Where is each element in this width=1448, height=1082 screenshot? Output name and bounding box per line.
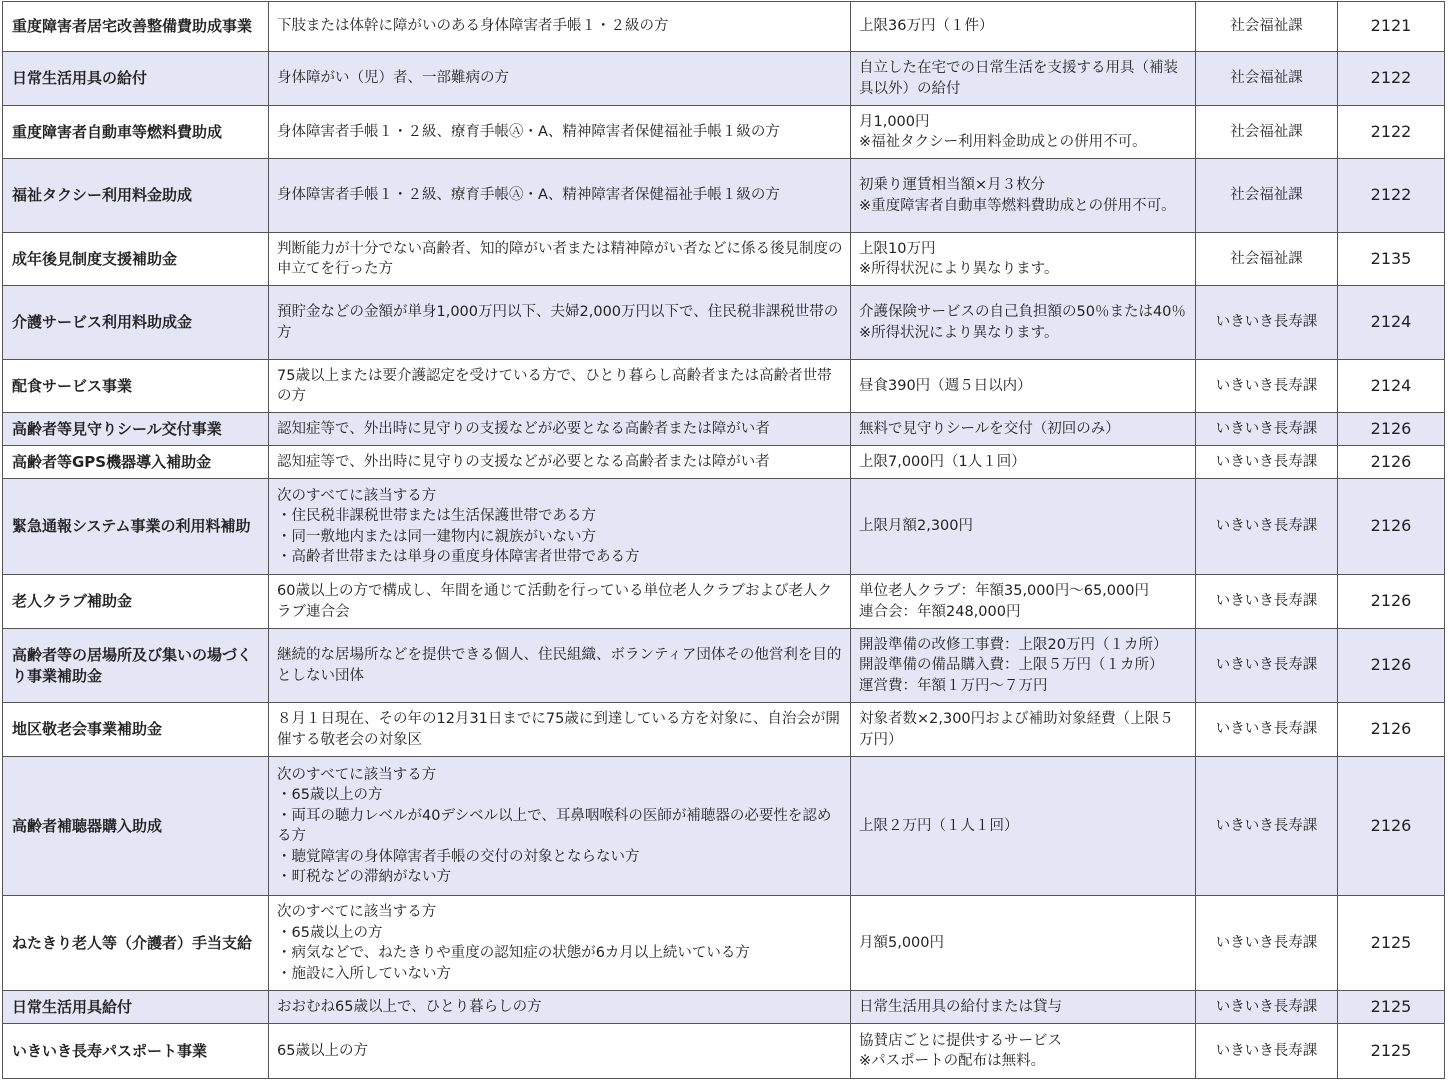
target-line: ・施設に入所していない方 xyxy=(277,965,451,982)
service-name: 重度障害者自動車等燃料費助成 xyxy=(3,106,269,159)
content-line: ※所得状況により異なります。 xyxy=(859,324,1059,341)
content-cell xyxy=(851,896,1196,991)
extension-number: 2125 xyxy=(1338,991,1445,1024)
target-line: ・住民税非課税世帯または生活保護世帯である方 xyxy=(277,508,596,524)
content-cell xyxy=(851,703,1196,757)
department-cell: いきいき長寿課 xyxy=(1196,575,1338,629)
service-name: 高齢者等見守りシール交付事業 xyxy=(3,413,269,446)
service-name: 介護サービス利用料助成金 xyxy=(3,286,269,360)
content-cell xyxy=(851,106,1196,159)
table-row xyxy=(3,233,1445,286)
table-row xyxy=(3,703,1445,757)
target-line: ・65歳以上の方 xyxy=(277,787,383,803)
content-line: 連合会：年額248,000円 xyxy=(859,603,1021,620)
department-cell: いきいき長寿課 xyxy=(1196,1024,1338,1079)
target-cell xyxy=(269,52,851,106)
target-line: 認知症等で、外出時に見守りの支援などが必要となる高齢者または障がい者 xyxy=(277,420,770,437)
extension-number: 2135 xyxy=(1338,233,1445,286)
department-cell: 社会福祉課 xyxy=(1196,159,1338,233)
content-line: 上限10万円 xyxy=(859,240,936,257)
content-line: 昼食390円（週５日以内） xyxy=(859,377,1032,394)
service-name: 老人クラブ補助金 xyxy=(3,575,269,629)
table-row xyxy=(3,629,1445,703)
content-line: 月1,000円 xyxy=(859,113,930,130)
table-row xyxy=(3,159,1445,233)
target-cell xyxy=(269,575,851,629)
extension-number: 2122 xyxy=(1338,52,1445,106)
service-name: 日常生活用具の給付 xyxy=(3,52,269,106)
content-line: ※福祉タクシー利用料金助成との併用不可。 xyxy=(859,134,1147,150)
service-name: いきいき長寿パスポート事業 xyxy=(3,1024,269,1079)
target-cell xyxy=(269,106,851,159)
target-line: 75歳以上または要介護認定を受けている方で、ひとり暮らし高齢者または高齢者世帯の方 xyxy=(277,367,832,404)
target-cell xyxy=(269,479,851,575)
service-name: ねたきり老人等（介護者）手当支給 xyxy=(3,896,269,991)
department-cell: いきいき長寿課 xyxy=(1196,446,1338,479)
service-name: 高齢者補聴器購入助成 xyxy=(3,757,269,896)
target-cell xyxy=(269,629,851,703)
target-line: ・65歳以上の方 xyxy=(277,924,383,941)
content-line: 運営費：年額１万円～７万円 xyxy=(859,677,1048,694)
content-line: 対象者数×2,300円および補助対象経費（上限５万円） xyxy=(859,711,1174,748)
service-name: 福祉タクシー利用料金助成 xyxy=(3,159,269,233)
content-cell xyxy=(851,52,1196,106)
table-row xyxy=(3,446,1445,479)
table-body xyxy=(3,2,1445,1079)
welfare-services-table xyxy=(2,1,1445,1079)
content-line: 上限２万円（１人１回） xyxy=(859,817,1019,834)
department-cell: 社会福祉課 xyxy=(1196,2,1338,52)
content-line: 上限月額2,300円 xyxy=(859,518,974,535)
table-row xyxy=(3,896,1445,991)
content-line: 上限36万円（１件） xyxy=(859,18,994,35)
target-cell xyxy=(269,896,851,991)
department-cell: いきいき長寿課 xyxy=(1196,703,1338,757)
content-line: ※所得状況により異なります。 xyxy=(859,261,1059,277)
target-cell xyxy=(269,1024,851,1079)
target-cell xyxy=(269,286,851,360)
service-name: 日常生活用具給付 xyxy=(3,991,269,1024)
target-line: 次のすべてに該当する方 xyxy=(277,766,437,783)
table-row xyxy=(3,2,1445,52)
content-cell xyxy=(851,233,1196,286)
department-cell: いきいき長寿課 xyxy=(1196,896,1338,991)
service-name: 成年後見制度支援補助金 xyxy=(3,233,269,286)
service-name: 高齢者等の居場所及び集いの場づくり事業補助金 xyxy=(3,629,269,703)
table-row xyxy=(3,106,1445,159)
content-cell xyxy=(851,2,1196,52)
target-line: ・病気などで、ねたきりや重度の認知症の状態が6カ月以上続いている方 xyxy=(277,945,750,961)
target-line: 下肢または体幹に障がいのある身体障害者手帳１・２級の方 xyxy=(277,18,669,35)
target-line: おおむね65歳以上で、ひとり暮らしの方 xyxy=(277,998,542,1015)
content-line: 初乗り運賃相当額×月３枚分 xyxy=(859,177,1046,193)
target-line: ・同一敷地内または同一建物内に親族がいない方 xyxy=(277,528,596,545)
extension-number: 2126 xyxy=(1338,629,1445,703)
content-cell xyxy=(851,413,1196,446)
target-line: 65歳以上の方 xyxy=(277,1042,368,1059)
department-cell: いきいき長寿課 xyxy=(1196,991,1338,1024)
content-line: 開設準備の備品購入費：上限５万円（１カ所） xyxy=(859,657,1164,674)
extension-number: 2126 xyxy=(1338,479,1445,575)
content-cell xyxy=(851,286,1196,360)
service-name: 重度障害者居宅改善整備費助成事業 xyxy=(3,2,269,52)
table-row xyxy=(3,286,1445,360)
target-line: ・両耳の聴力レベルが40デシベル以上で、耳鼻咽喉科の医師が補聴器の必要性を認める方 xyxy=(277,807,832,844)
content-cell xyxy=(851,575,1196,629)
table-row xyxy=(3,479,1445,575)
service-name: 地区敬老会事業補助金 xyxy=(3,703,269,757)
target-line: ８月１日現在、その年の12月31日までに75歳に到達している方を対象に、自治会が開催する敬老会の対象区 xyxy=(277,711,840,748)
department-cell: いきいき長寿課 xyxy=(1196,286,1338,360)
extension-number: 2126 xyxy=(1338,703,1445,757)
table-row xyxy=(3,575,1445,629)
extension-number: 2124 xyxy=(1338,286,1445,360)
target-cell xyxy=(269,413,851,446)
target-line: ・聴覚障害の身体障害者手帳の交付の対象とならない方 xyxy=(277,848,640,865)
target-line: 次のすべてに該当する方 xyxy=(277,904,437,920)
content-line: 介護保険サービスの自己負担額の50％または40％ xyxy=(859,304,1186,320)
extension-number: 2126 xyxy=(1338,757,1445,896)
department-cell: 社会福祉課 xyxy=(1196,233,1338,286)
target-line: 判断能力が十分でない高齢者、知的障がい者または精神障がい者などに係る後見制度の申立てを行った方 xyxy=(277,240,843,277)
content-cell xyxy=(851,479,1196,575)
department-cell: いきいき長寿課 xyxy=(1196,757,1338,896)
target-cell xyxy=(269,991,851,1024)
content-line: 単位老人クラブ：年額35,000円～65,000円 xyxy=(859,583,1149,599)
extension-number: 2122 xyxy=(1338,159,1445,233)
table-row xyxy=(3,757,1445,896)
content-cell xyxy=(851,446,1196,479)
content-line: ※重度障害者自動車等燃料費助成との併用不可。 xyxy=(859,197,1176,214)
target-line: 身体障害者手帳１・２級、療育手帳Ⓐ・A、精神障害者保健福祉手帳１級の方 xyxy=(277,187,780,204)
target-cell xyxy=(269,757,851,896)
target-line: 預貯金などの金額が単身1,000万円以下、夫婦2,000万円以下で、住民税非課税世帯の方 xyxy=(277,304,839,341)
content-cell xyxy=(851,1024,1196,1079)
department-cell: いきいき長寿課 xyxy=(1196,479,1338,575)
extension-number: 2124 xyxy=(1338,360,1445,413)
content-line: 自立した在宅での日常生活を支援する用具（補装具以外）の給付 xyxy=(859,60,1178,97)
content-line: 協賛店ごとに提供するサービス xyxy=(859,1032,1062,1049)
table-row xyxy=(3,413,1445,446)
department-cell: いきいき長寿課 xyxy=(1196,629,1338,703)
content-cell xyxy=(851,991,1196,1024)
table-row xyxy=(3,1024,1445,1079)
table-row xyxy=(3,52,1445,106)
target-line: 60歳以上の方で構成し、年間を通じて活動を行っている単位老人クラブおよび老人クラブ連合会 xyxy=(277,583,832,620)
service-name: 配食サービス事業 xyxy=(3,360,269,413)
content-cell xyxy=(851,159,1196,233)
target-line: 身体障害者手帳１・２級、療育手帳Ⓐ・A、精神障害者保健福祉手帳１級の方 xyxy=(277,123,780,140)
extension-number: 2125 xyxy=(1338,896,1445,991)
extension-number: 2126 xyxy=(1338,446,1445,479)
extension-number: 2121 xyxy=(1338,2,1445,52)
target-line: 認知症等で、外出時に見守りの支援などが必要となる高齢者または障がい者 xyxy=(277,453,770,470)
target-cell xyxy=(269,360,851,413)
content-line: 無料で見守りシールを交付（初回のみ） xyxy=(859,420,1120,437)
target-line: ・町税などの滞納がない方 xyxy=(277,869,451,885)
table-row xyxy=(3,360,1445,413)
content-line: 上限7,000円（1人１回） xyxy=(859,453,1026,470)
target-line: ・高齢者世帯または単身の重度身体障害者世帯である方 xyxy=(277,549,640,565)
content-cell xyxy=(851,629,1196,703)
service-name: 緊急通報システム事業の利用料補助 xyxy=(3,479,269,575)
content-line: 日常生活用具の給付または貸与 xyxy=(859,998,1062,1015)
content-line: 開設準備の改修工事費：上限20万円（１カ所） xyxy=(859,636,1168,653)
department-cell: いきいき長寿課 xyxy=(1196,360,1338,413)
content-line: 月額5,000円 xyxy=(859,934,945,951)
department-cell: 社会福祉課 xyxy=(1196,52,1338,106)
content-cell xyxy=(851,360,1196,413)
extension-number: 2122 xyxy=(1338,106,1445,159)
target-cell xyxy=(269,2,851,52)
target-cell xyxy=(269,233,851,286)
target-line: 次のすべてに該当する方 xyxy=(277,487,437,504)
table-row xyxy=(3,991,1445,1024)
extension-number: 2125 xyxy=(1338,1024,1445,1079)
department-cell: いきいき長寿課 xyxy=(1196,413,1338,446)
target-cell xyxy=(269,446,851,479)
target-cell xyxy=(269,703,851,757)
department-cell: 社会福祉課 xyxy=(1196,106,1338,159)
target-cell xyxy=(269,159,851,233)
extension-number: 2126 xyxy=(1338,575,1445,629)
target-line: 継続的な居場所などを提供できる個人、住民組織、ボランティア団体その他営利を目的としない団体 xyxy=(277,647,842,684)
content-line: ※パスポートの配布は無料。 xyxy=(859,1053,1046,1069)
service-name: 高齢者等GPS機器導入補助金 xyxy=(3,446,269,479)
content-cell xyxy=(851,757,1196,896)
target-line: 身体障がい（児）者、一部難病の方 xyxy=(277,70,509,87)
extension-number: 2126 xyxy=(1338,413,1445,446)
